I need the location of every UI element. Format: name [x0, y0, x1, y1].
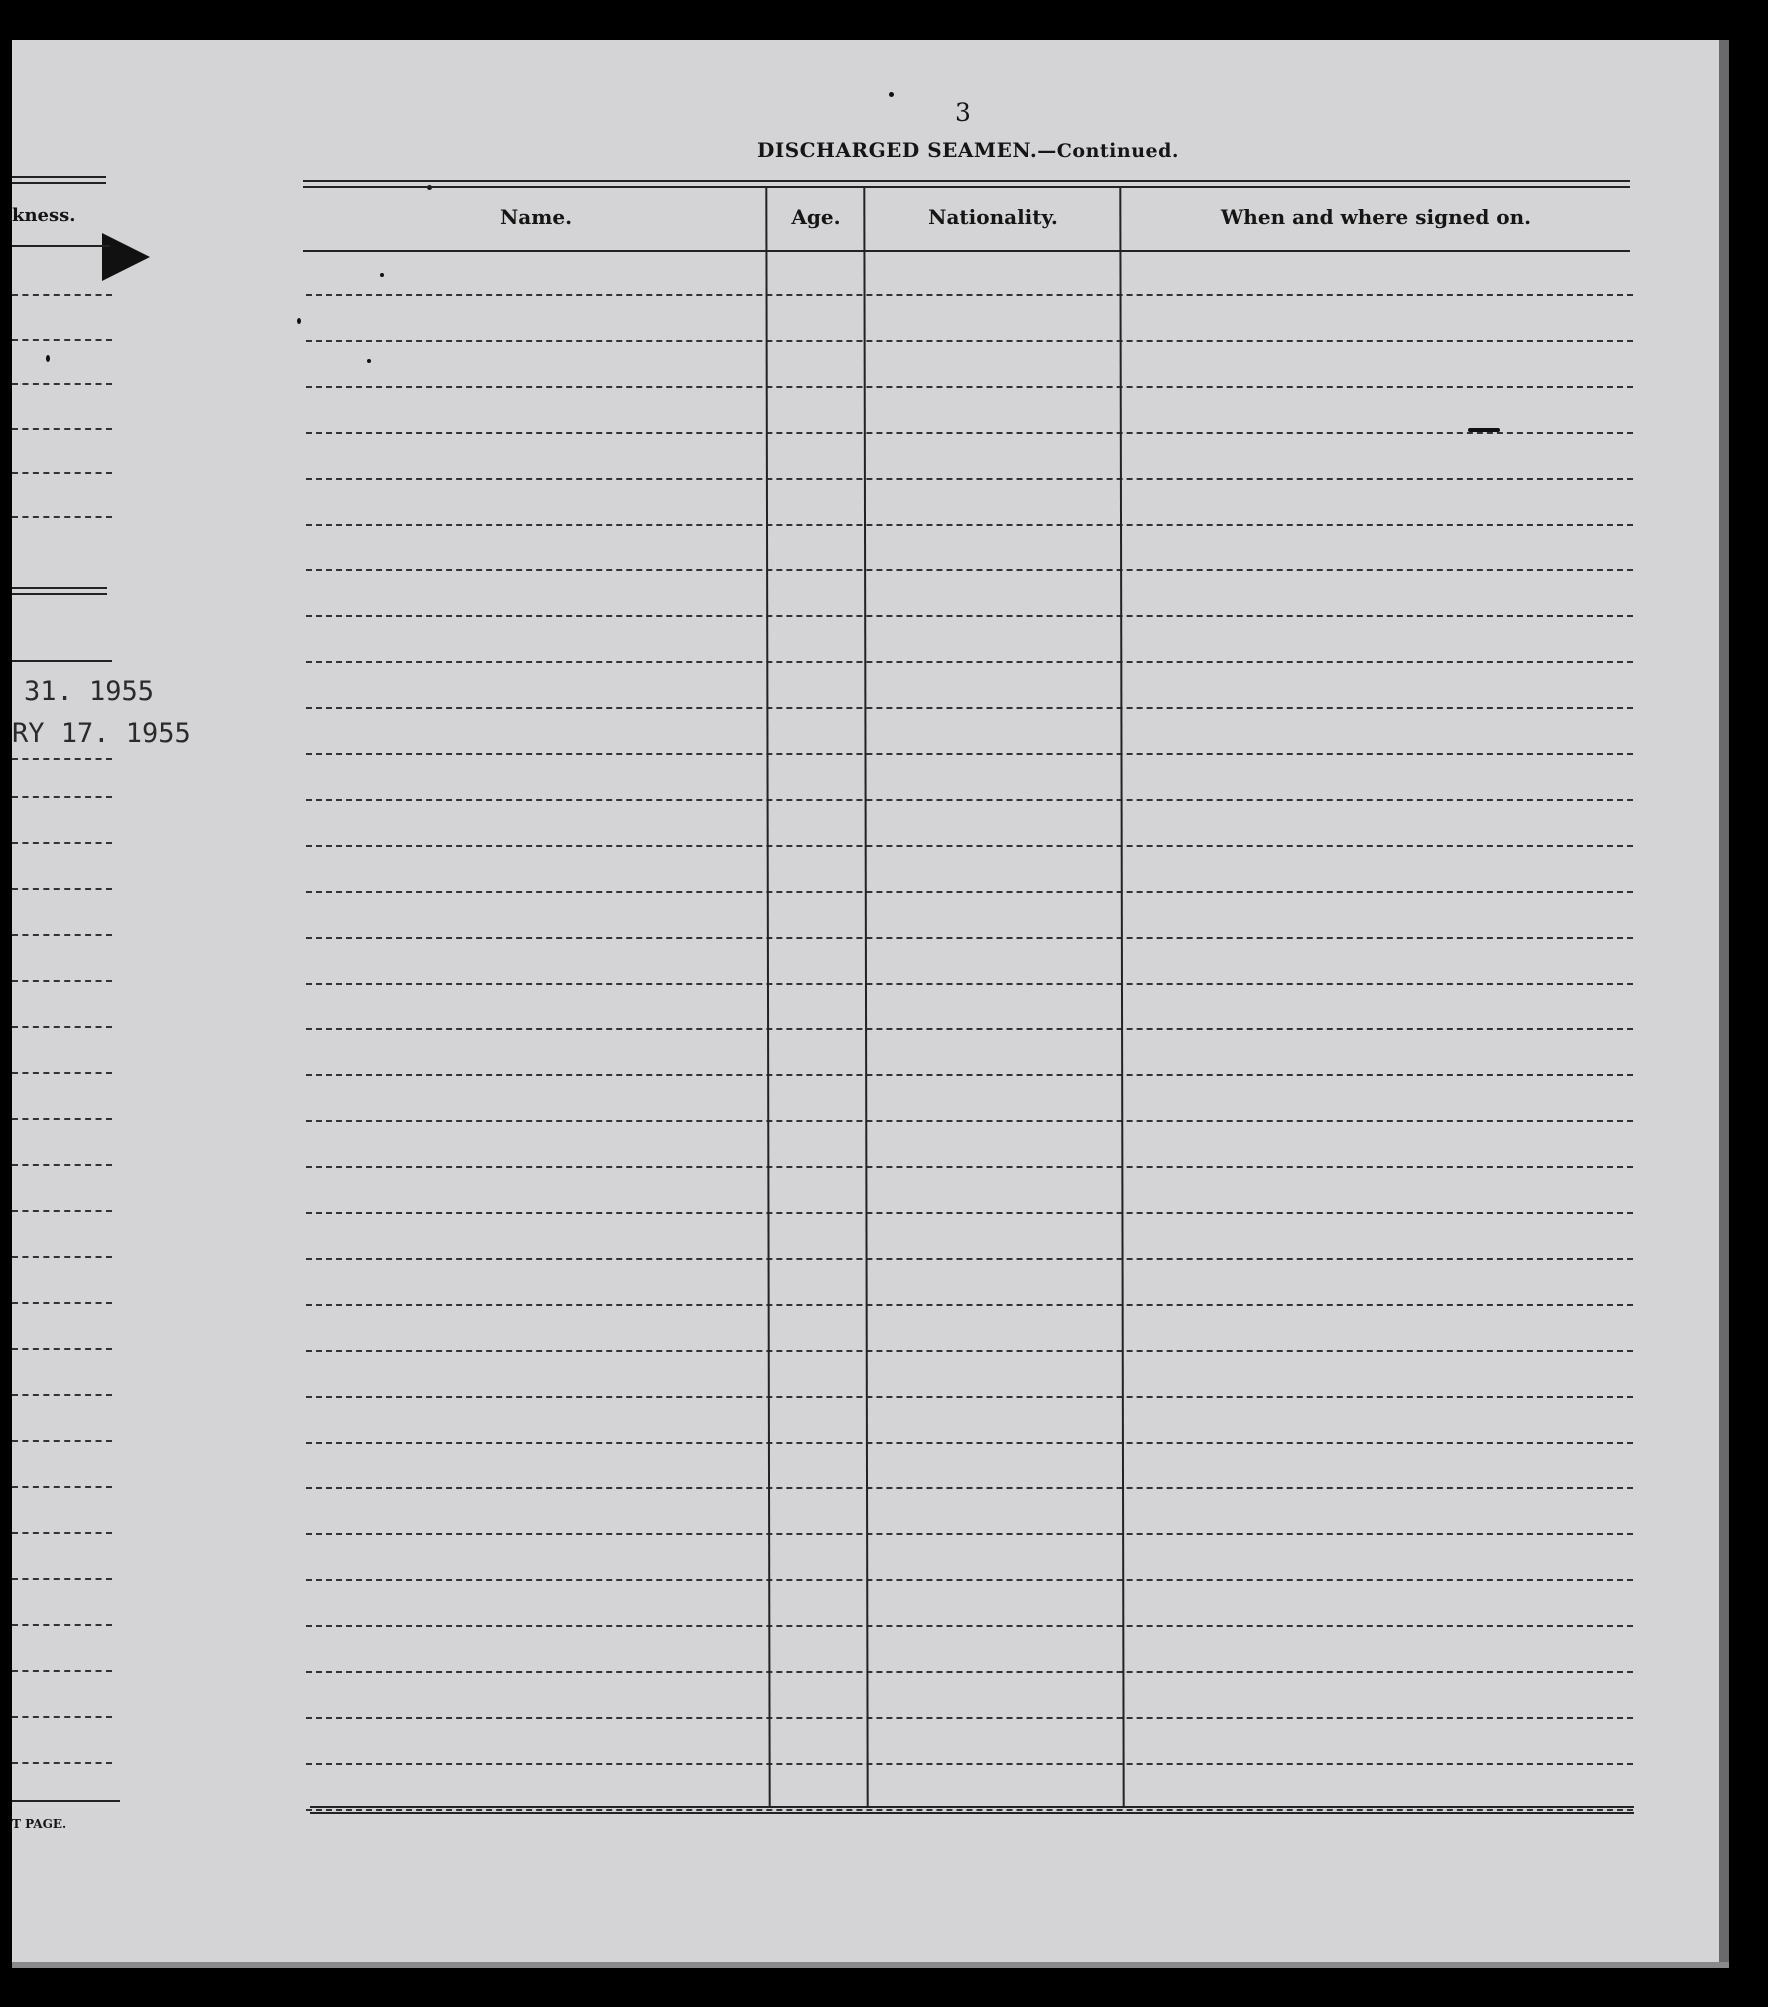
left-page-row — [12, 796, 112, 798]
table-row — [306, 1074, 1633, 1076]
left-page-rule — [12, 587, 107, 589]
left-page-rule — [12, 1800, 120, 1802]
left-page-row — [12, 1670, 112, 1672]
header-rule — [303, 250, 1630, 252]
left-page-row — [12, 1164, 112, 1166]
left-page-row — [12, 980, 112, 982]
table-row — [306, 1579, 1633, 1581]
table-row — [306, 799, 1633, 801]
column-header-name: Name. — [499, 205, 573, 229]
table-row — [306, 1809, 1633, 1811]
left-page-row — [12, 1348, 112, 1350]
left-page-row — [12, 1578, 112, 1580]
page-bottom-shadow — [12, 1962, 1729, 1968]
paper-speck — [889, 92, 894, 97]
left-page-row — [12, 1072, 112, 1074]
table-row — [306, 1120, 1633, 1122]
table-row — [306, 1625, 1633, 1627]
left-page-row — [12, 1532, 112, 1534]
left-page-row — [12, 472, 112, 474]
table-row — [306, 340, 1633, 342]
paper-speck — [46, 355, 50, 362]
table-row — [306, 1717, 1633, 1719]
left-page-row — [12, 1302, 112, 1304]
left-page-row — [12, 1440, 112, 1442]
page-title — [757, 138, 1179, 162]
table-row — [306, 1487, 1633, 1489]
left-page-typed-date-1: 31. 1955 — [24, 676, 155, 707]
left-page-row — [12, 1394, 112, 1396]
column-header-nationality: Nationality. — [928, 205, 1058, 229]
left-page-row — [12, 1624, 112, 1626]
table-row — [306, 937, 1633, 939]
table-row — [306, 1212, 1633, 1214]
left-page-row — [12, 339, 112, 341]
table-row — [306, 524, 1633, 526]
page-number: 3 — [955, 98, 971, 127]
page-edge-shadow — [1719, 40, 1729, 1968]
table-row — [306, 707, 1633, 709]
table-row — [306, 1166, 1633, 1168]
table-top-rule — [303, 186, 1630, 188]
table-row — [306, 983, 1633, 985]
left-page-row — [12, 934, 112, 936]
table-top-rule — [303, 180, 1630, 182]
paper-speck — [297, 318, 301, 324]
table-row — [306, 661, 1633, 663]
left-page-row — [12, 294, 112, 296]
page-title-continued: —Continued. — [1037, 140, 1180, 162]
table-row — [306, 1350, 1633, 1352]
left-page-row — [12, 1762, 112, 1764]
left-page-rule — [12, 245, 110, 247]
table-row — [306, 1258, 1633, 1260]
left-page-row — [12, 1486, 112, 1488]
left-page-rule — [12, 660, 112, 662]
paper-speck — [367, 359, 371, 363]
table-row — [306, 1442, 1633, 1444]
left-page-rule — [12, 182, 106, 184]
table-row — [306, 386, 1633, 388]
table-bottom-rule — [310, 1806, 1634, 1808]
table-row — [306, 615, 1633, 617]
table-row — [306, 294, 1633, 296]
paper-speck — [380, 273, 384, 277]
left-page-row — [12, 1026, 112, 1028]
page-title-main: DISCHARGED SEAMEN. — [757, 138, 1038, 162]
ink-blot — [102, 233, 150, 281]
left-page-row — [12, 1118, 112, 1120]
left-page-rule — [12, 176, 106, 178]
left-page-row — [12, 1256, 112, 1258]
table-row — [306, 569, 1633, 571]
table-row — [306, 753, 1633, 755]
left-page-row — [12, 888, 112, 890]
table-row — [306, 891, 1633, 893]
left-page-typed-date-2: RY 17. 1955 — [12, 718, 191, 749]
left-page-column-header: kness. — [12, 205, 76, 226]
left-page-row — [12, 758, 112, 760]
left-page-row — [12, 516, 112, 518]
table-row — [306, 1304, 1633, 1306]
left-page-row — [12, 1210, 112, 1212]
left-page-row — [12, 428, 112, 430]
table-bottom-rule — [310, 1812, 1634, 1814]
left-page-rule — [12, 593, 107, 595]
table-row — [306, 1396, 1633, 1398]
column-header-age: Age. — [791, 205, 841, 229]
table-row — [306, 478, 1633, 480]
table-row — [306, 845, 1633, 847]
left-page-row — [12, 1716, 112, 1718]
table-row — [306, 1533, 1633, 1535]
table-row — [306, 1671, 1633, 1673]
table-row — [306, 1028, 1633, 1030]
left-page-footer: T PAGE. — [12, 1817, 67, 1831]
left-page-row — [12, 842, 112, 844]
table-row — [306, 1763, 1633, 1765]
table-row — [306, 432, 1633, 434]
column-header-when-where-signed-on: When and where signed on. — [1220, 205, 1532, 229]
left-page-row — [12, 383, 112, 385]
